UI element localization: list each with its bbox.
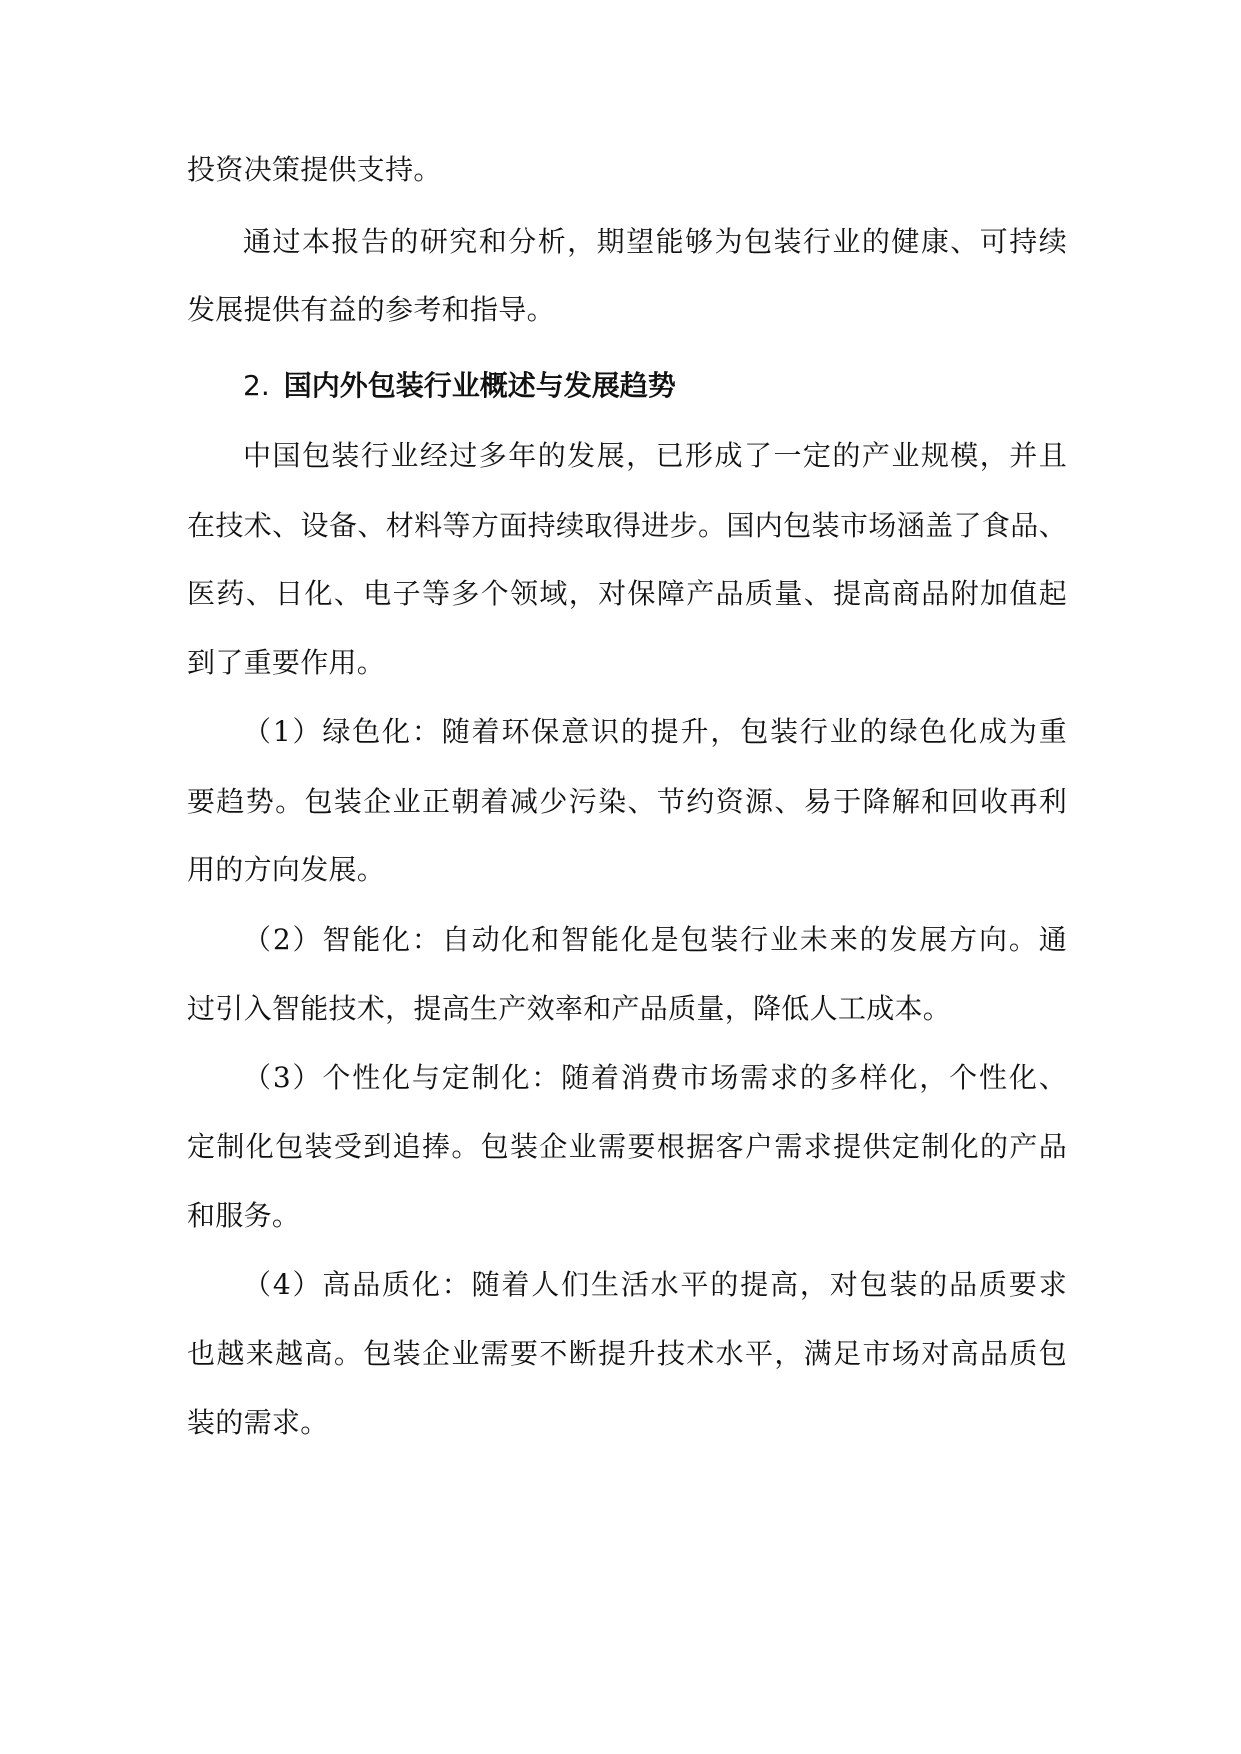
section-heading (243, 366, 676, 406)
paragraph-line: 投资决策提供支持。 (187, 153, 442, 186)
paragraph-line: 要趋势。包装企业正朝着减少污染、节约资源、易于降解和回收再利 (187, 785, 1067, 818)
paragraph-line: 通过本报告的研究和分析，期望能够为包装行业的健康、可持续 (243, 225, 1067, 258)
paragraph-line: 中国包装行业经过多年的发展，已形成了一定的产业规模，并且 (243, 439, 1067, 472)
paragraph-line: （3）个性化与定制化：随着消费市场需求的多样化，个性化、 (243, 1061, 1067, 1094)
paragraph-line: 发展提供有益的参考和指导。 (187, 293, 555, 326)
paragraph-line: 在技术、设备、材料等方面持续取得进步。国内包装市场涵盖了食品、 (187, 509, 1067, 542)
paragraph-line: （2）智能化：自动化和智能化是包装行业未来的发展方向。通 (243, 923, 1067, 956)
paragraph-line: （4）高品质化：随着人们生活水平的提高，对包装的品质要求 (243, 1268, 1067, 1301)
paragraph-line: 装的需求。 (187, 1406, 329, 1439)
paragraph-line: 到了重要作用。 (187, 646, 386, 679)
section-number: 2. (243, 369, 270, 402)
paragraph-line: 和服务。 (187, 1199, 301, 1232)
paragraph-line: 也越来越高。包装企业需要不断提升技术水平，满足市场对高品质包 (187, 1337, 1067, 1370)
paragraph-line: 医药、日化、电子等多个领域，对保障产品质量、提高商品附加值起 (187, 577, 1067, 610)
paragraph-line: 过引入智能技术，提高生产效率和产品质量，降低人工成本。 (187, 992, 952, 1025)
paragraph-line: 用的方向发展。 (187, 853, 386, 886)
paragraph-line: （1）绿色化：随着环保意识的提升，包装行业的绿色化成为重 (243, 715, 1067, 748)
paragraph-line: 定制化包装受到追捧。包装企业需要根据客户需求提供定制化的产品 (187, 1130, 1067, 1163)
section-title: 国内外包装行业概述与发展趋势 (283, 369, 676, 402)
